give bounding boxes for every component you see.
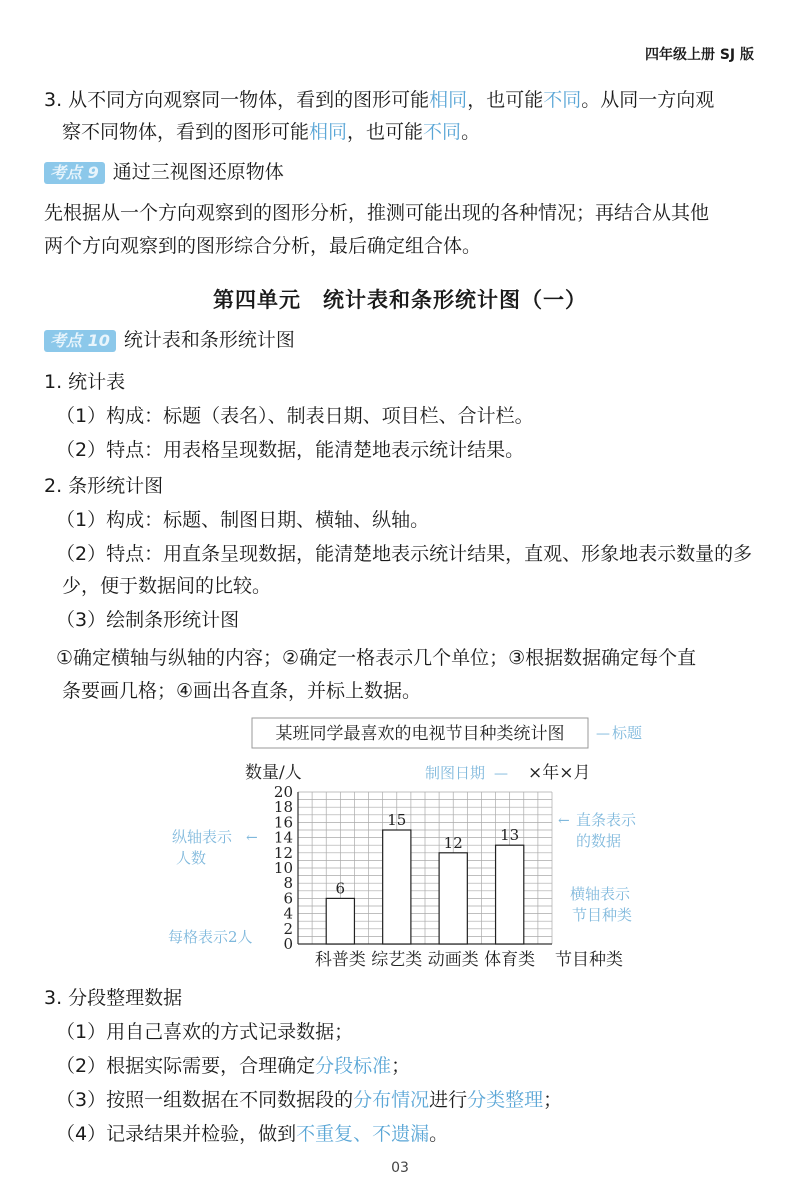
y-note-line-2: 人数 xyxy=(176,849,207,867)
point-3-line-2 xyxy=(62,120,480,144)
answer-text: 分类整理 xyxy=(467,1089,544,1111)
key-point-9-heading xyxy=(44,160,284,184)
x-tick-label: 动画类 xyxy=(427,950,479,970)
list-item xyxy=(56,1054,410,1078)
title-note-arrow: — xyxy=(596,726,610,742)
unit-title: 第四单元 统计表和条形统计图（一） xyxy=(213,288,587,312)
text: ； xyxy=(391,1055,411,1077)
bar xyxy=(383,830,411,944)
answer-text: 不同 xyxy=(543,89,582,111)
text: （3）按照一组数据在不同数据段的 xyxy=(56,1089,354,1111)
answer-text: 相同 xyxy=(309,121,348,143)
list-item xyxy=(56,1122,448,1146)
key-point-title: 统计表和条形统计图 xyxy=(123,329,295,351)
key-point-tag: 考点 10 xyxy=(44,330,116,352)
key-point-9-line-1: 先根据从一个方向观察到的图形分析，推测可能出现的各种情况；再结合从其他 xyxy=(44,202,710,224)
bar-note-arrow: ← xyxy=(558,813,570,829)
date-note-arrow: — xyxy=(494,766,508,782)
bar-chart xyxy=(0,712,800,992)
section-heading: 2. 条形统计图 xyxy=(44,475,164,497)
list-item: （2）特点：用直条呈现数据，能清楚地表示统计结果，直观、形象地表示数量的多 xyxy=(56,543,753,565)
x-axis-label: 节目种类 xyxy=(555,950,623,970)
answer-text: 不重复、不遗漏 xyxy=(296,1123,430,1145)
bar-value-label: 15 xyxy=(387,811,407,829)
bar-value-label: 12 xyxy=(443,833,463,852)
text: 进行 xyxy=(429,1089,468,1111)
steps-line-2: 条要画几格；④画出各直条，并标上数据。 xyxy=(62,680,422,702)
chart-date: ×年×月 xyxy=(528,763,591,783)
list-item: （3）绘制条形统计图 xyxy=(56,609,240,631)
y-note-arrow: ← xyxy=(246,830,258,846)
text: （2）根据实际需要，合理确定 xyxy=(56,1055,316,1077)
bar-note-line-1: 直条表示 xyxy=(576,811,637,829)
date-note: 制图日期 xyxy=(425,764,486,782)
text: ，也可能 xyxy=(347,121,424,143)
text: ； xyxy=(543,1089,563,1111)
key-point-10-heading xyxy=(44,328,295,352)
y-tick-label: 0 xyxy=(283,935,293,953)
bar-value-label: 6 xyxy=(335,879,346,898)
x-note-line-1: 横轴表示 xyxy=(570,885,631,903)
answer-text: 相同 xyxy=(429,89,468,111)
answer-text: 不同 xyxy=(423,121,462,143)
y-tick-label: 10 xyxy=(273,859,293,877)
list-item: （2）特点：用表格呈现数据，能清楚地表示统计结果。 xyxy=(56,439,525,461)
y-axis-label: 数量/人 xyxy=(245,763,302,783)
text: （4）记录结果并检验，做到 xyxy=(56,1123,297,1145)
answer-text: 分布情况 xyxy=(353,1089,430,1111)
bar xyxy=(496,845,524,944)
list-item-continuation: 少，便于数据间的比较。 xyxy=(62,575,272,597)
y-tick-label: 2 xyxy=(283,919,293,938)
x-axis-labels xyxy=(315,950,535,970)
y-tick-label: 14 xyxy=(273,828,293,847)
text: 。 xyxy=(429,1123,449,1145)
list-item: （1）构成：标题、制图日期、横轴、纵轴。 xyxy=(56,509,430,531)
bar xyxy=(326,898,354,944)
x-tick-label: 综艺类 xyxy=(371,950,423,970)
x-tick-label: 体育类 xyxy=(484,950,536,970)
page-header: 四年级上册 SJ 版 xyxy=(644,47,754,63)
y-tick-label: 4 xyxy=(283,904,293,923)
y-tick-label: 16 xyxy=(273,813,293,832)
steps-line-1: ①确定横轴与纵轴的内容；②确定一格表示几个单位；③根据数据确定每个直 xyxy=(56,647,697,669)
section-heading: 1. 统计表 xyxy=(44,371,126,393)
key-point-tag: 考点 9 xyxy=(44,162,105,184)
text: 。 xyxy=(461,121,481,143)
text: 。从同一方向观 xyxy=(581,89,715,111)
bar-note-line-2: 的数据 xyxy=(576,832,622,850)
y-tick-label: 12 xyxy=(273,843,293,862)
y-note-line-1: 纵轴表示 xyxy=(172,828,233,846)
text: 3. 从不同方向观察同一物体，看到的图形可能 xyxy=(44,89,430,111)
section-heading: 3. 分段整理数据 xyxy=(44,987,183,1009)
key-point-title: 通过三视图还原物体 xyxy=(112,161,284,183)
y-tick-label: 20 xyxy=(273,783,293,801)
point-3-line-1 xyxy=(44,88,714,112)
bar-value-label: 13 xyxy=(500,826,520,845)
title-note: 标题 xyxy=(612,724,643,742)
x-tick-label: 科普类 xyxy=(314,950,366,970)
page-number: 03 xyxy=(391,1160,409,1176)
text: ，也可能 xyxy=(467,89,544,111)
y-tick-label: 8 xyxy=(283,874,293,893)
scale-note: 每格表示2人 xyxy=(168,928,253,946)
x-note-line-2: 节目种类 xyxy=(572,906,633,924)
y-axis-ticks xyxy=(274,783,293,953)
text: 察不同物体，看到的图形可能 xyxy=(62,121,310,143)
bar xyxy=(439,853,467,944)
answer-text: 分段标准 xyxy=(315,1055,392,1077)
y-tick-label: 6 xyxy=(283,889,293,908)
list-item xyxy=(56,1088,562,1112)
y-tick-label: 18 xyxy=(273,798,293,817)
key-point-9-line-2: 两个方向观察到的图形综合分析，最后确定组合体。 xyxy=(44,235,482,257)
list-item: （1）构成：标题（表名）、制表日期、项目栏、合计栏。 xyxy=(56,405,534,427)
chart-title: 某班同学最喜欢的电视节目种类统计图 xyxy=(275,724,565,744)
list-item: （1）用自己喜欢的方式记录数据； xyxy=(56,1021,354,1043)
